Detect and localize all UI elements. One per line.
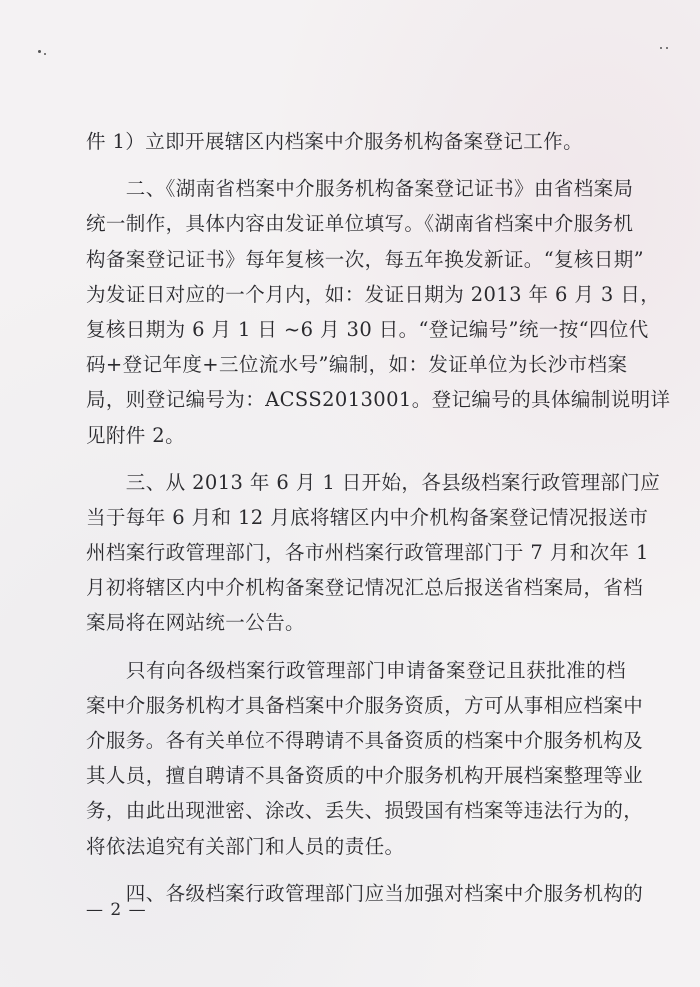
text-line: 二、《湖南省档案中介服务机构备案登记证书》由省档案局 bbox=[86, 177, 634, 201]
text-line: 码+登记年度+三位流水号”编制，如：发证单位为长沙市档案 bbox=[86, 353, 628, 377]
text-line: 复核日期为 6 月 1 日 ~6 月 30 日。“登记编号”统一按“四位代 bbox=[86, 317, 649, 341]
text-line: 务，由此出现泄密、涂改、丢失、损毁国有档案等违法行为的， bbox=[86, 799, 644, 823]
text-line: 件 1）立即开展辖区内档案中介服务机构备案登记工作。 bbox=[86, 130, 584, 153]
text-line: 统一制作，具体内容由发证单位填写。《湖南省档案中介服务机 bbox=[86, 212, 634, 236]
paragraph bbox=[86, 876, 644, 911]
text-line: 为发证日对应的一个月内，如：发证日期为 2013 年 6 月 3 日， bbox=[86, 282, 661, 306]
paragraph bbox=[86, 465, 661, 641]
text-line: 案中介服务机构才具备档案中介服务资质，方可从事相应档案中 bbox=[86, 693, 644, 717]
text-line: 三、从 2013 年 6 月 1 日开始，各县级档案行政管理部门应 bbox=[86, 470, 661, 494]
text-line: 州档案行政管理部门，各市州档案行政管理部门于 7 月和次年 1 bbox=[86, 541, 649, 565]
scan-speck bbox=[666, 47, 668, 49]
text-line: 只有向各级档案行政管理部门申请备案登记且获批准的档 bbox=[86, 658, 626, 682]
text-line: 介服务。各有关单位不得聘请不具备资质的档案中介服务机构及 bbox=[86, 729, 644, 752]
scan-speck bbox=[660, 47, 662, 49]
paragraph bbox=[86, 124, 626, 159]
text-line: 见附件 2。 bbox=[86, 423, 186, 447]
paragraph bbox=[86, 653, 644, 864]
text-line: 案局将在网站统一公告。 bbox=[86, 611, 305, 635]
paragraph bbox=[86, 171, 671, 453]
text-line: 局，则登记编号为：ACSS2013001。登记编号的具体编制说明详 bbox=[86, 388, 671, 412]
paragraph-gap bbox=[86, 159, 626, 171]
text-line: 将依法追究有关部门和人员的责任。 bbox=[86, 834, 405, 858]
page-number: — 2 — bbox=[86, 900, 147, 920]
paragraph-gap bbox=[86, 641, 626, 653]
text-line: 四、各级档案行政管理部门应当加强对档案中介服务机构的 bbox=[86, 881, 644, 905]
scan-speck bbox=[38, 50, 41, 53]
text-line: 其人员，擅自聘请不具备资质的中介服务机构开展档案整理等业 bbox=[86, 764, 644, 788]
text-line: 构备案登记证书》每年复核一次，每五年换发新证。“复核日期” bbox=[86, 247, 645, 271]
text-line: 月初将辖区内中介机构备案登记情况汇总后报送省档案局，省档 bbox=[86, 576, 644, 600]
paragraph-gap bbox=[86, 453, 626, 465]
text-line: 当于每年 6 月和 12 月底将辖区内中介机构备案登记情况报送市 bbox=[86, 505, 649, 529]
scan-speck bbox=[44, 53, 46, 55]
paragraph-gap bbox=[86, 864, 626, 876]
document-body bbox=[86, 124, 671, 911]
